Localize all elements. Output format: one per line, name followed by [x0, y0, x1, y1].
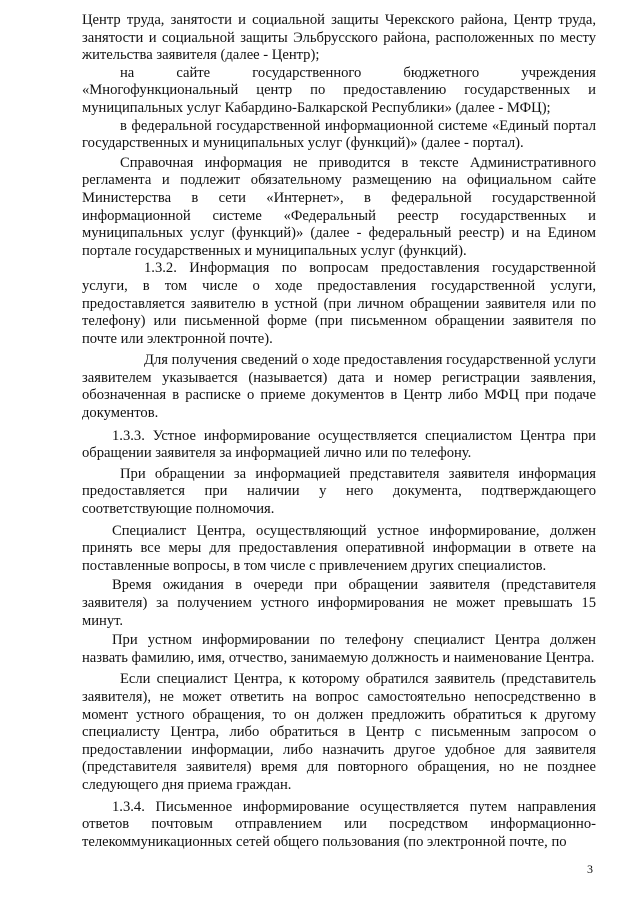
paragraph: Специалист Центра, осуществляющий устное информирование, должен принять все меры для предоставления оперативной информации в ответе на поставленные вопросы, в том числе с привлечением других специалистов.	[82, 522, 596, 574]
paragraph: При устном информировании по телефону специалист Центра должен назвать фамилию, имя, отчество, занимаемую должность и наименование Центра.	[82, 632, 596, 666]
paragraph: Время ожидания в очереди при обращении заявителя (представителя заявителя) за получением устного информирования не может превышать 15 минут.	[82, 577, 596, 629]
paragraph: Для получения сведений о ходе предоставления государственной услуги заявителем указывается (называется) дата и номер регистрации заявления, обозначенная в расписке о приеме документов в Центр либо МФЦ при подаче документов.	[82, 352, 596, 422]
paragraph: Если специалист Центра, к которому обратился заявитель (представитель заявителя), не может ответить на вопрос самостоятельно непосредственно в момент устного обращения, то он должен предложить обратиться к другому специалисту Центра, либо обратиться в Центр с письменным запросом о предоставлении информации, либо назначить другое удобное для заявителя (представителя заявителя) время для повторного обращения, но не позднее следующего дня приема граждан.	[82, 671, 596, 793]
paragraph: При обращении за информацией представителя заявителя информация предоставляется при наличии у него документа, подтверждающего соответствующие полномочия.	[82, 465, 596, 518]
paragraph: Справочная информация не приводится в тексте Административного регламента и подлежит обязательному размещению на официальном сайте Министерства в сети «Интернет», в федеральной государственной информационной системе «Федеральный реестр государственных и муниципальных услуг (функций)» (далее - федеральный реестр) и на Едином портале государственных и муниципальных услуг (функций).	[82, 154, 596, 259]
paragraph: в федеральной государственной информационной системе «Единый портал государственных и муниципальных услуг (функций)» (далее - портал).	[82, 117, 596, 152]
paragraph: Центр труда, занятости и социальной защиты Черекского района, Центр труда, занятости и социальной защиты Эльбрусского района, расположенных по месту жительства заявителя (далее - Центр);	[82, 12, 596, 64]
paragraph: 1.3.4. Письменное информирование осуществляется путем направления ответов почтовым отправлением или посредством информационно-телекоммуникационных сетей общего пользования (по электронной почте, по	[82, 798, 596, 850]
paragraph: 1.3.2. Информация по вопросам предоставления государственной услуги, в том числе о ходе предоставления государственной услуги, предоставляется заявителю в устной (при личном обращении заявителя или по телефону) или письменной форме (при письменном обращении заявителя по почте или электронной почте).	[82, 260, 596, 347]
document-body	[82, 12, 596, 851]
page-number: 3	[587, 862, 593, 876]
paragraph: 1.3.3. Устное информирование осуществляется специалистом Центра при обращении заявителя за информацией лично или по телефону.	[82, 427, 596, 462]
paragraph: на сайте государственного бюджетного учреждения «Многофункциональный центр по предоставлению государственных и муниципальных услуг Кабардино-Балкарской Республики» (далее - МФЦ);	[82, 64, 596, 116]
